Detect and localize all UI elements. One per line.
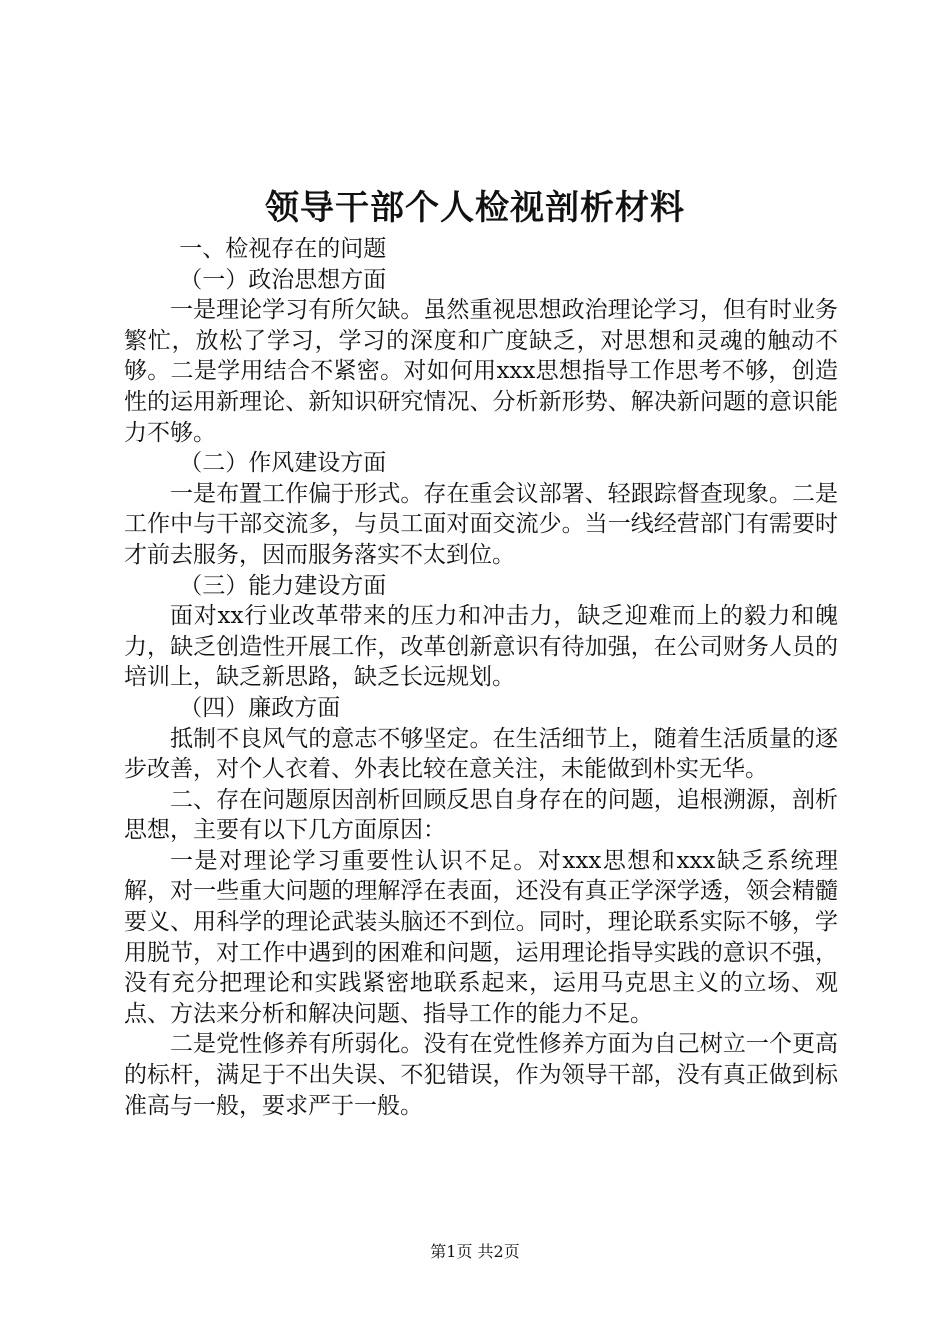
body-paragraph: 二是党性修养有所弱化。没有在党性修养方面为自己树立一个更高的标杆，满足于不出失误、不犯错误，作为领导干部，没有真正做到标准高与一般，要求严于一般。 bbox=[124, 1031, 838, 1119]
body-paragraph: 一是布置工作偏于形式。存在重会议部署、轻跟踪督查现象。二是工作中与干部交流多，与员工面对面交流少。当一线经营部门有需要时才前去服务，因而服务落实不太到位。 bbox=[124, 480, 838, 568]
page-number-footer: 第1页 共2页 bbox=[430, 1242, 520, 1261]
body-paragraph: 面对xx行业改革带来的压力和冲击力，缺乏迎难而上的毅力和魄力，缺乏创造性开展工作，改革创新意识有待加强，在公司财务人员的培训上，缺乏新思路，缺乏长远规划。 bbox=[124, 603, 838, 691]
document-title: 领导干部个人检视剖析材料 bbox=[265, 188, 685, 228]
subsection-heading: （三）能力建设方面 bbox=[179, 572, 387, 599]
section-heading: 一、检视存在的问题 bbox=[179, 236, 387, 262]
section-paragraph: 二、存在问题原因剖析回顾反思自身存在的问题，追根溯源，剖析思想，主要有以下几方面原因： bbox=[124, 786, 838, 844]
body-paragraph: 一是理论学习有所欠缺。虽然重视思想政治理论学习，但有时业务繁忙，放松了学习，学习的深度和广度缺乏，对思想和灵魂的触动不够。二是学用结合不紧密。对如何用xxx思想指导工作思考不够，创造性的运用新理论、新知识研究情况、分析新形势、解决新问题的意识能力不够。 bbox=[124, 297, 838, 446]
subsection-heading: （四）廉政方面 bbox=[179, 694, 341, 721]
subsection-heading: （二）作风建设方面 bbox=[179, 450, 387, 477]
body-paragraph: 抵制不良风气的意志不够坚定。在生活细节上，随着生活质量的逐步改善，对个人衣着、外表比较在意关注，未能做到朴实无华。 bbox=[124, 725, 838, 783]
document-body bbox=[124, 234, 838, 1121]
body-paragraph: 一是对理论学习重要性认识不足。对xxx思想和xxx缺乏系统理解，对一些重大问题的理解浮在表面，还没有真正学深学透，领会精髓要义、用科学的理论武装头脑还不到位。同时，理论联系实际不够，学用脱节，对工作中遇到的困难和问题，运用理论指导实践的意识不强，没有充分把理论和实践紧密地联系起来，运用马克思主义的立场、观点、方法来分析和解决问题、指导工作的能力不足。 bbox=[124, 847, 838, 1027]
subsection-heading: （一）政治思想方面 bbox=[179, 266, 387, 293]
